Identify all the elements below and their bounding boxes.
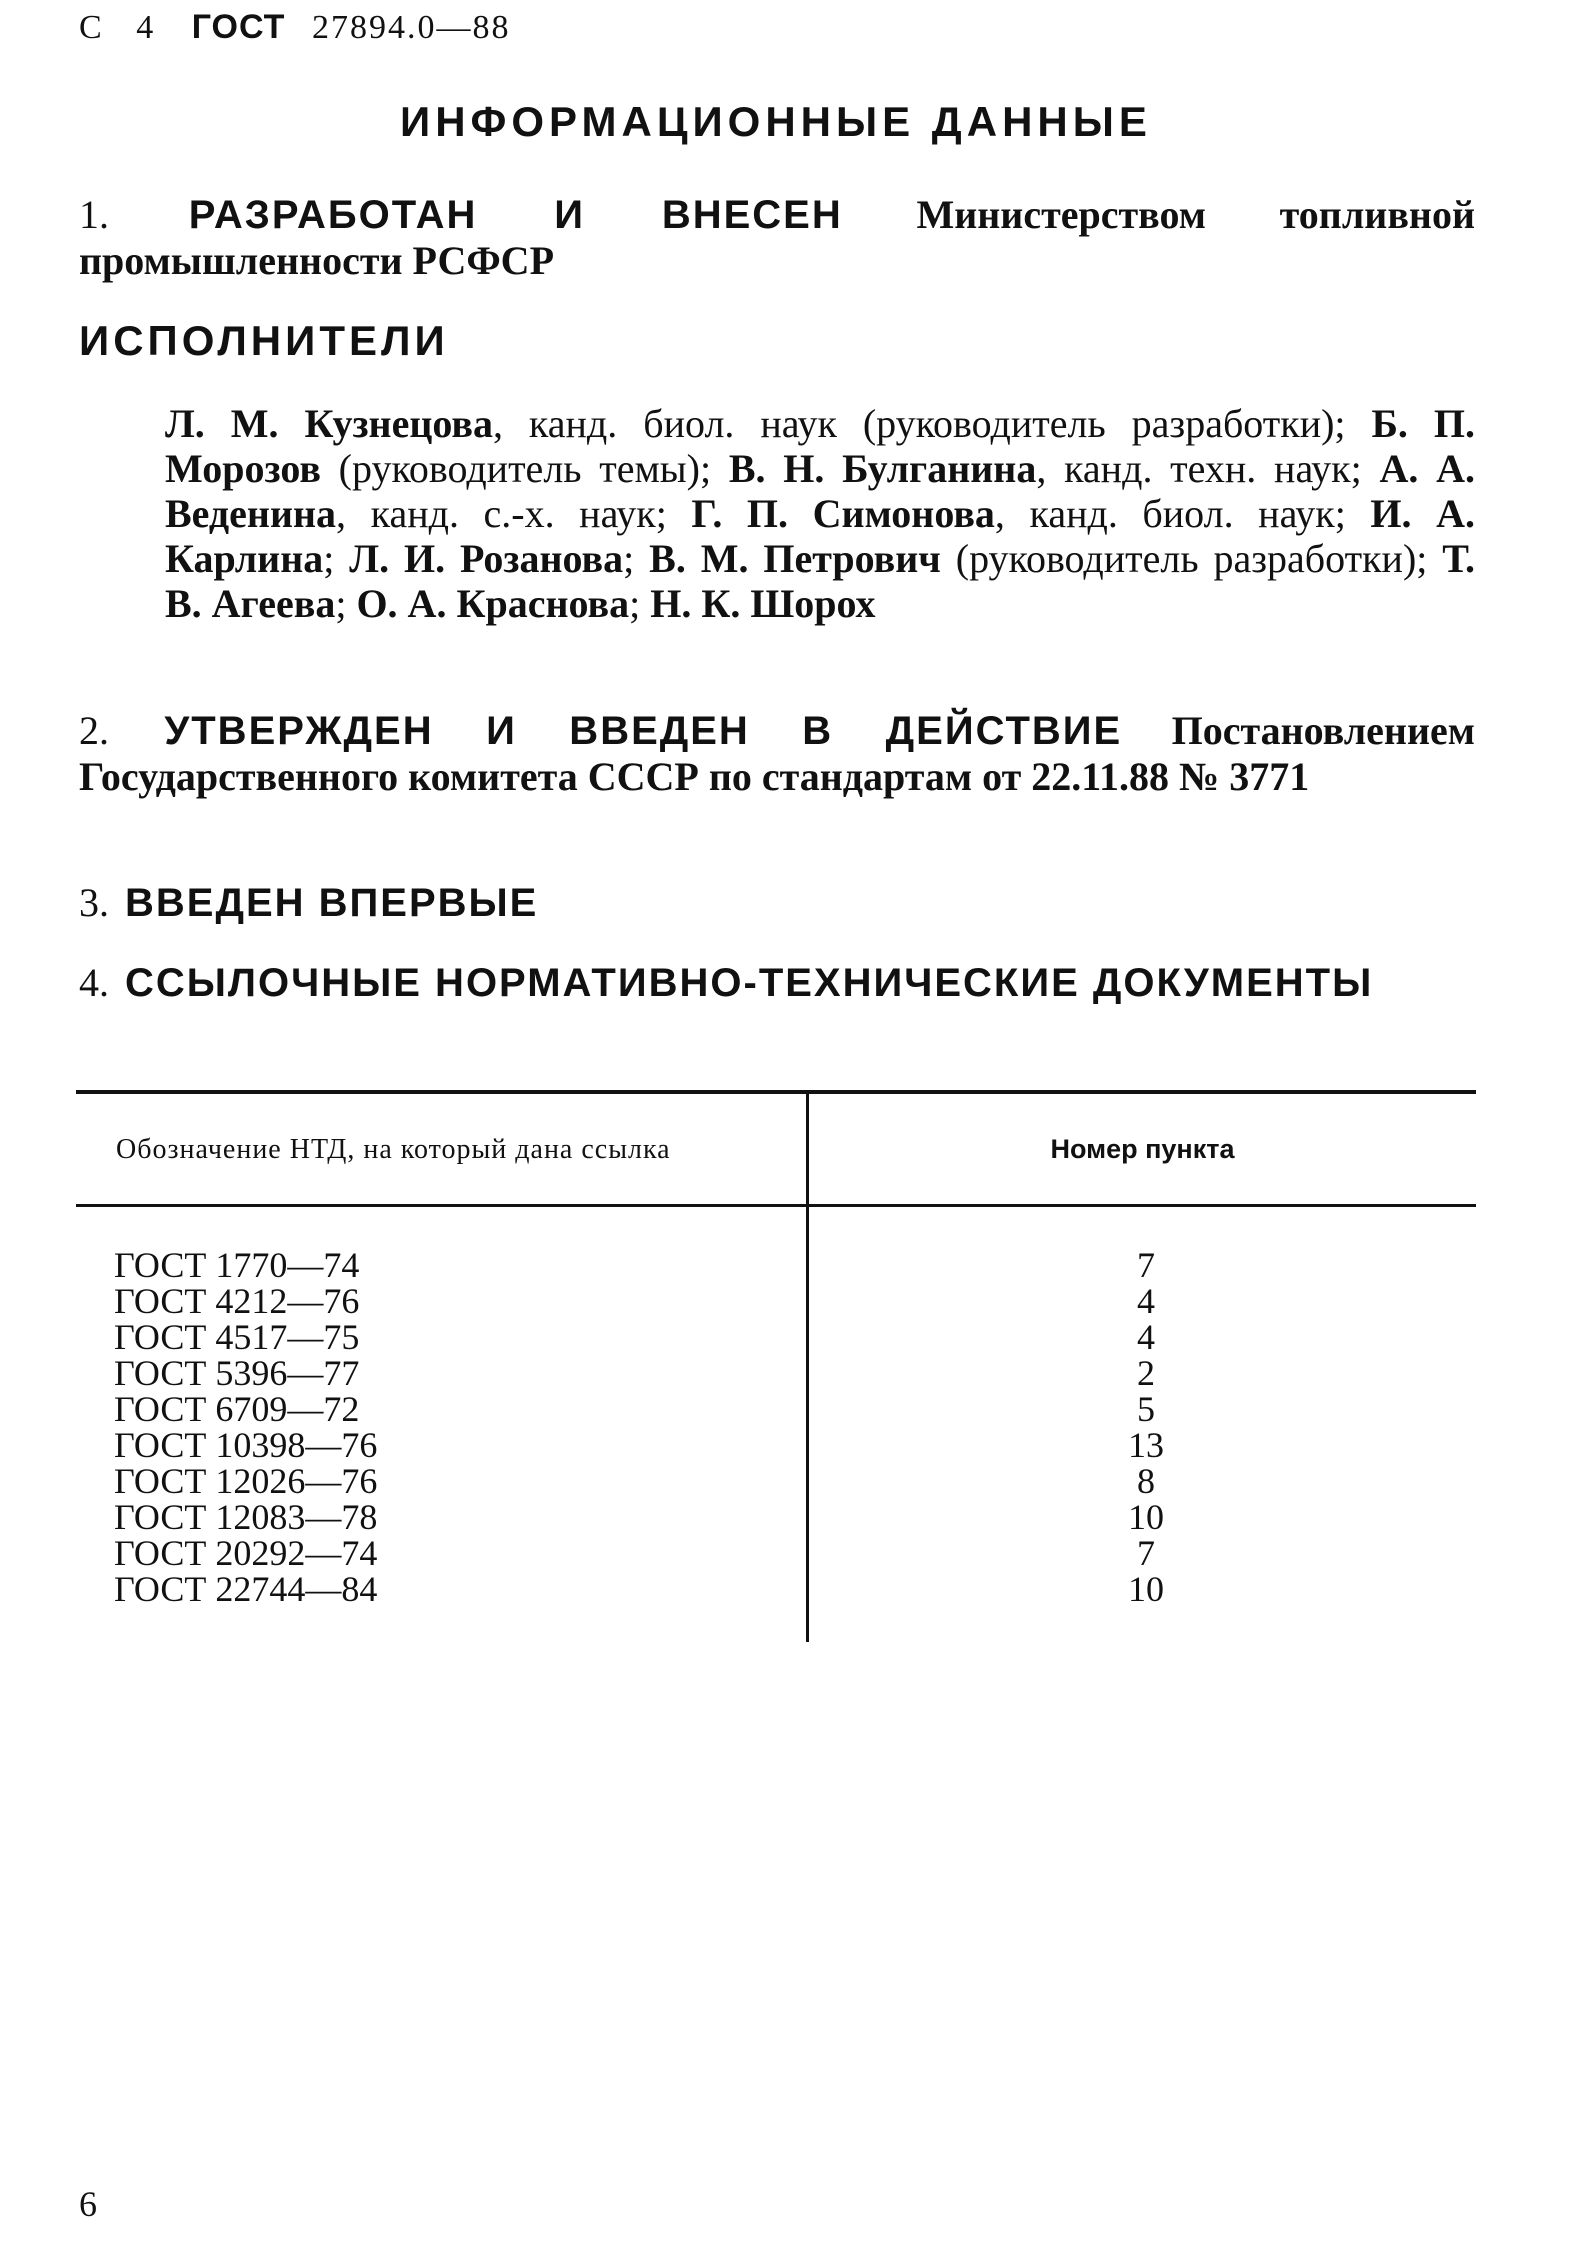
executor-name: Л. И. Розанова <box>349 536 624 581</box>
section-2 <box>79 708 1475 799</box>
table-cell-document: ГОСТ 22744—84 <box>114 1569 378 1609</box>
table-cell-clause: 2 <box>1137 1353 1155 1393</box>
table-cell-document: ГОСТ 6709—72 <box>114 1389 360 1429</box>
executor-name: Б. П. Морозов <box>165 401 1475 491</box>
table-row <box>76 1571 1476 1607</box>
section-2-number: 2. <box>79 708 109 753</box>
executors-list <box>165 401 1475 626</box>
table-row <box>76 1535 1476 1571</box>
table-row <box>76 1499 1476 1535</box>
table-cell-clause: 8 <box>1137 1461 1155 1501</box>
table-top-rule <box>76 1090 1476 1094</box>
table-row <box>76 1355 1476 1391</box>
executor-name: И. А. Карлина <box>165 491 1475 581</box>
table-cell-document: ГОСТ 1770—74 <box>114 1245 360 1285</box>
executor-details: (руководитель разработки); <box>940 536 1443 581</box>
section-3-number: 3. <box>79 880 109 925</box>
executor-details: (руководитель темы); <box>320 446 729 491</box>
section-4-heading: ССЫЛОЧНЫЕ НОРМАТИВНО-ТЕХНИЧЕСКИЕ ДОКУМЕНТЫ <box>125 961 1374 1005</box>
executor-name: В. Н. Булганина <box>728 446 1037 491</box>
table-cell-document: ГОСТ 12026—76 <box>114 1461 378 1501</box>
table-cell-clause: 10 <box>1128 1569 1164 1609</box>
executor-details: ; <box>629 581 651 626</box>
table-row <box>76 1283 1476 1319</box>
header-letter: С <box>79 9 104 46</box>
section-1-number: 1. <box>79 192 109 237</box>
table-cell-document: ГОСТ 4517—75 <box>114 1317 360 1357</box>
executor-details: , канд. биол. наук (руководитель разработки); <box>492 401 1372 446</box>
executor-details: , канд. техн. наук; <box>1036 446 1380 491</box>
table-row <box>76 1427 1476 1463</box>
table-cell-clause: 7 <box>1137 1245 1155 1285</box>
section-2-heading: УТВЕРЖДЕН И ВВЕДЕН В ДЕЙСТВИЕ <box>164 709 1123 753</box>
header-page-number: 4 <box>136 9 156 46</box>
executor-name: Н. К. Шорох <box>650 581 876 626</box>
table-row <box>76 1391 1476 1427</box>
executor-details: ; <box>335 581 357 626</box>
section-1-text: Министерством топливной промышленности РСФСР <box>79 192 1476 283</box>
table-header-clause: Номер пункта <box>1050 1134 1235 1164</box>
executor-name: А. А. Веденина <box>165 446 1475 536</box>
table-cell-clause: 7 <box>1137 1533 1155 1573</box>
references-table <box>76 1090 1476 1642</box>
table-cell-document: ГОСТ 4212—76 <box>114 1281 360 1321</box>
section-3-heading: ВВЕДЕН ВПЕРВЫЕ <box>125 881 539 925</box>
table-cell-document: ГОСТ 5396—77 <box>114 1353 360 1393</box>
section-4 <box>79 960 1475 1006</box>
table-row <box>76 1319 1476 1355</box>
page-number: 6 <box>79 2184 97 2224</box>
table-cell-document: ГОСТ 10398—76 <box>114 1425 378 1465</box>
section-1 <box>79 192 1475 283</box>
table-cell-document: ГОСТ 12083—78 <box>114 1497 378 1537</box>
section-3 <box>79 880 1475 926</box>
table-header-rule <box>76 1204 1476 1207</box>
executor-name: О. А. Краснова <box>356 581 630 626</box>
executor-details: ; <box>623 536 650 581</box>
table-row <box>76 1247 1476 1283</box>
section-2-text: Постановлением Государственного комитета СССР по стандартам от 22.11.88 № 3771 <box>79 708 1475 799</box>
table-cell-clause: 5 <box>1137 1389 1155 1429</box>
table-cell-clause: 13 <box>1128 1425 1164 1465</box>
section-4-number: 4. <box>79 960 109 1005</box>
header-standard-number: 27894.0—88 <box>311 9 511 46</box>
table-cell-clause: 4 <box>1137 1317 1155 1357</box>
header-standard-code: ГОСТ <box>191 8 286 46</box>
executor-name: Л. М. Кузнецова <box>165 401 493 446</box>
executor-details: , канд. биол. наук; <box>994 491 1371 536</box>
executor-details: ; <box>323 536 350 581</box>
executor-name: Г. П. Симонова <box>691 491 995 536</box>
page-title: ИНФОРМАЦИОННЫЕ ДАННЫЕ <box>400 98 1152 145</box>
executors-heading: ИСПОЛНИТЕЛИ <box>79 317 449 364</box>
table-cell-document: ГОСТ 20292—74 <box>114 1533 378 1573</box>
executor-name: В. М. Петрович <box>649 536 941 581</box>
table-cell-clause: 4 <box>1137 1281 1155 1321</box>
table-header-document: Обозначение НТД, на который дана ссылка <box>116 1134 671 1165</box>
executor-name: Т. В. Агеева <box>165 536 1475 626</box>
table-row <box>76 1463 1476 1499</box>
section-1-heading: РАЗРАБОТАН И ВНЕСЕН <box>188 193 843 237</box>
table-cell-clause: 10 <box>1128 1497 1164 1537</box>
table-body <box>76 1247 1476 1607</box>
running-header <box>79 8 510 47</box>
executor-details: , канд. с.-х. наук; <box>336 491 692 536</box>
